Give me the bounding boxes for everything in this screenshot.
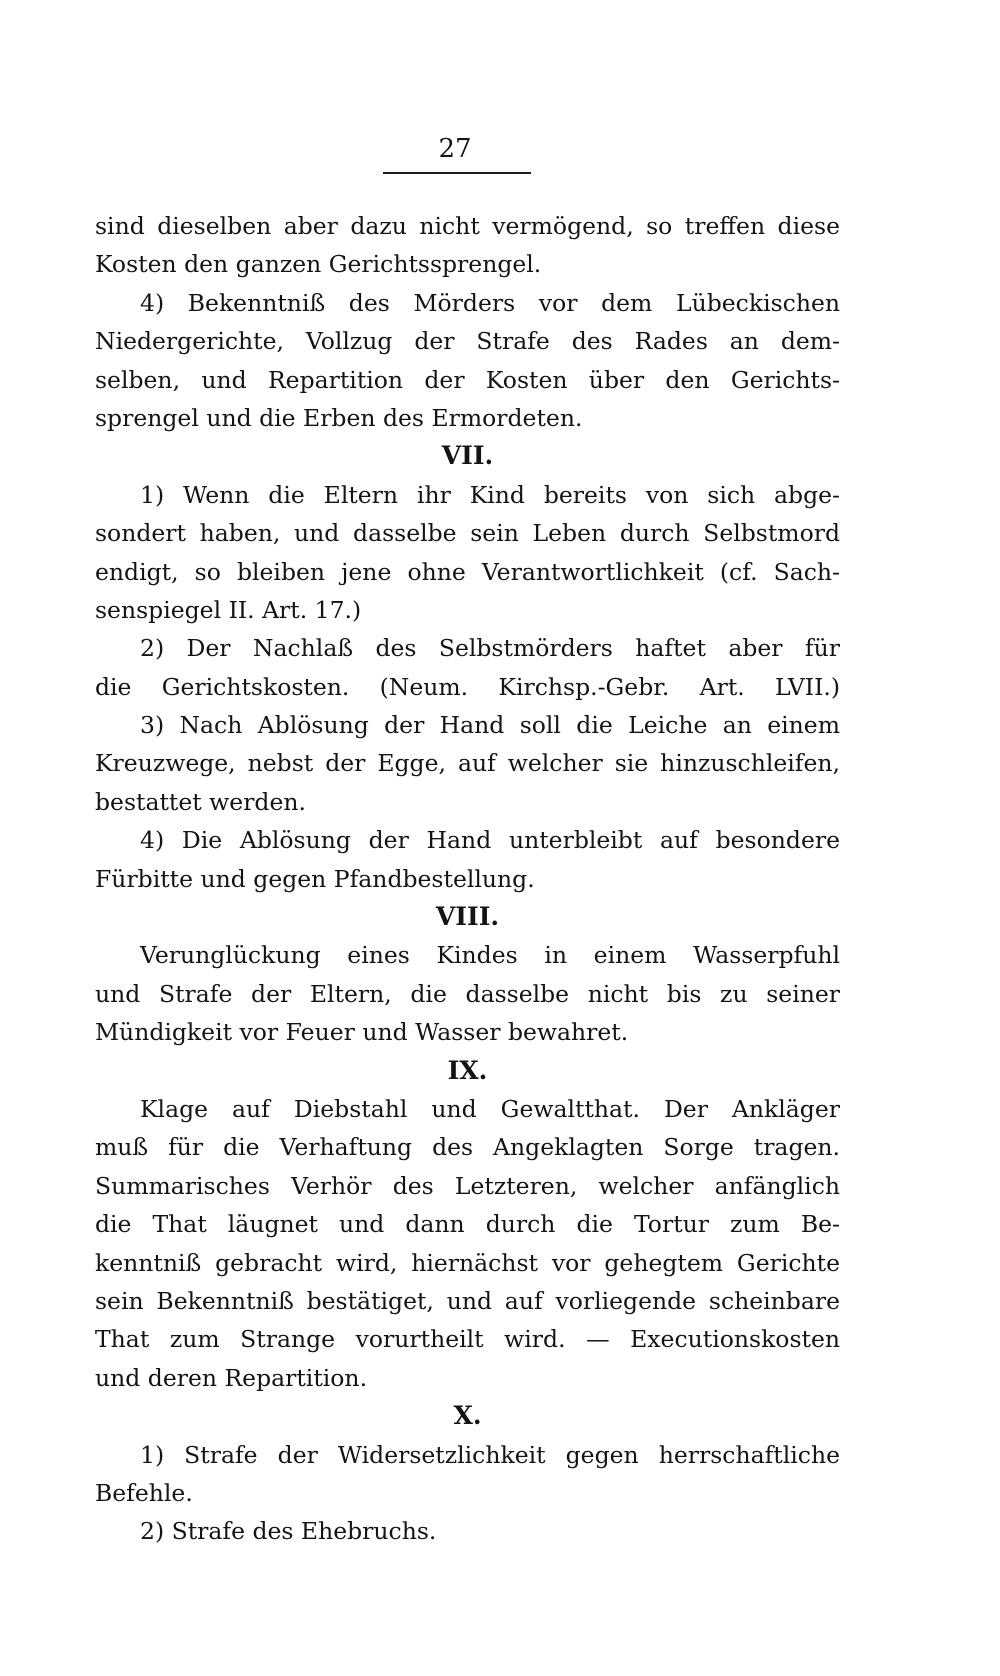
text-line: That zum Strange vorurtheilt wird. — Executionskosten xyxy=(95,1325,840,1354)
text-line: sondert haben, und dasselbe sein Leben durch Selbstmord xyxy=(95,519,840,548)
text-line: Mündigkeit vor Feuer und Wasser bewahret. xyxy=(95,1018,629,1047)
section-heading: VIII. xyxy=(435,902,500,932)
text-line: 4) Die Ablösung der Hand unterbleibt auf besondere xyxy=(140,826,840,855)
text-line: 1) Wenn die Eltern ihr Kind bereits von sich abge- xyxy=(140,480,840,509)
text-line: sein Bekenntniß bestätiget, und auf vorliegende scheinbare xyxy=(95,1286,840,1315)
text-line: Verunglückung eines Kindes in einem Wasserpfuhl xyxy=(140,941,840,970)
text-line: Kosten den ganzen Gerichtssprengel. xyxy=(95,250,542,279)
text-line: 2) Strafe des Ehebruchs. xyxy=(140,1517,437,1546)
text-line: selben, und Repartition der Kosten über den Gerichts- xyxy=(95,365,840,394)
section-heading: IX. xyxy=(447,1055,488,1085)
text-line: und Strafe der Eltern, die dasselbe nicht bis zu seiner xyxy=(95,979,840,1008)
text-line: senspiegel II. Art. 17.) xyxy=(95,595,362,624)
section-heading: X. xyxy=(453,1401,482,1431)
text-line: und deren Repartition. xyxy=(95,1363,368,1392)
text-line: die Gerichtskosten. (Neum. Kirchsp.-Gebr. Art. LVII.) xyxy=(95,672,840,701)
text-line: 1) Strafe der Widersetzlichkeit gegen herrschaftliche xyxy=(140,1440,840,1469)
text-line: sind dieselben aber dazu nicht vermögend, so treffen diese xyxy=(95,212,840,240)
text-line: Kreuzwege, nebst der Egge, auf welcher sie hinzuschleifen, xyxy=(95,749,840,778)
text-line: Befehle. xyxy=(95,1478,193,1507)
text-line: Fürbitte und gegen Pfandbestellung. xyxy=(95,864,535,893)
text-line: sprengel und die Erben des Ermordeten. xyxy=(95,403,583,432)
text-line: muß für die Verhaftung des Angeklagten Sorge tragen. xyxy=(95,1133,840,1162)
text-line: endigt, so bleiben jene ohne Verantwortlichkeit (cf. Sach- xyxy=(95,557,840,586)
header-rule xyxy=(383,172,531,174)
text-line: 2) Der Nachlaß des Selbstmörders haftet aber für xyxy=(140,634,840,663)
section-heading: VII. xyxy=(441,441,494,471)
text-line: Klage auf Diebstahl und Gewaltthat. Der Ankläger xyxy=(140,1094,840,1123)
text-line: 4) Bekenntniß des Mörders vor dem Lübeckischen xyxy=(140,288,840,317)
text-line: die That läugnet und dann durch die Tortur zum Be- xyxy=(95,1210,840,1239)
body-text xyxy=(95,207,840,1551)
text-line: Summarisches Verhör des Letzteren, welcher anfänglich xyxy=(95,1171,840,1200)
text-line: 3) Nach Ablösung der Hand soll die Leiche an einem xyxy=(140,711,840,740)
page-number: 27 xyxy=(438,134,472,164)
text-line: Niedergerichte, Vollzug der Strafe des Rades an dem- xyxy=(95,327,840,356)
text-line: bestattet werden. xyxy=(95,787,306,816)
text-line: kenntniß gebracht wird, hiernächst vor gehegtem Gerichte xyxy=(95,1248,840,1277)
